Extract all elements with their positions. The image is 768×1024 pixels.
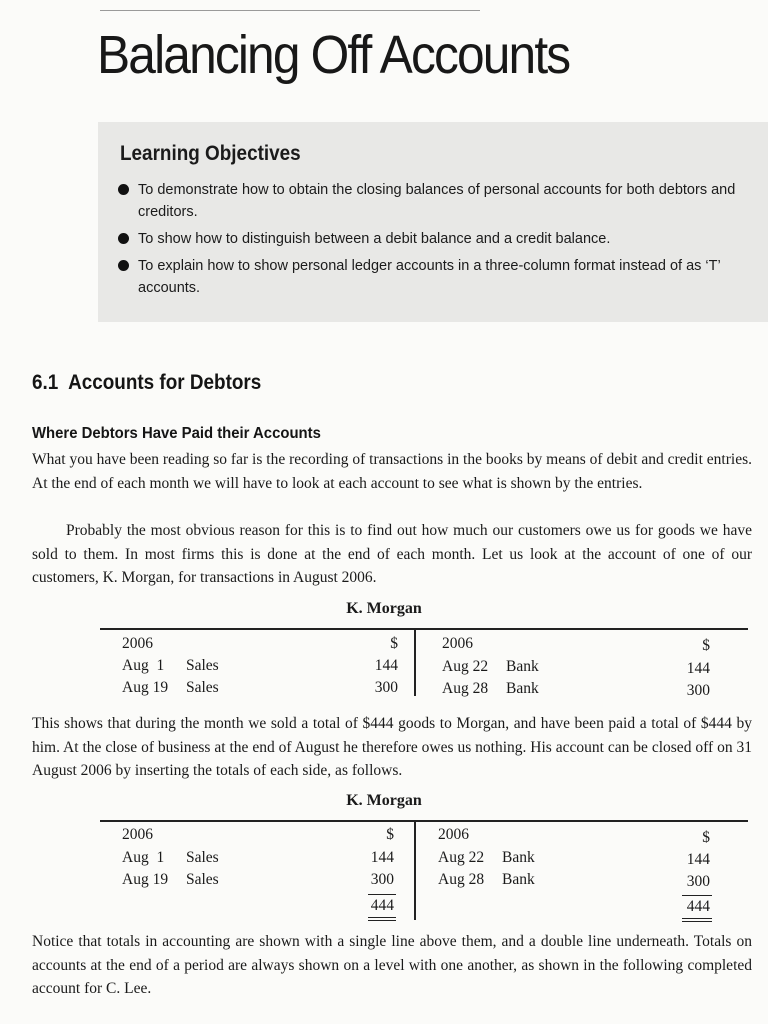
credit-detail: Bank bbox=[502, 849, 535, 866]
account-2-name: K. Morgan bbox=[346, 792, 422, 809]
objective-item: To explain how to show personal ledger accounts in a three-column format instead of as ‘T’ accounts. bbox=[118, 255, 748, 299]
credit-double-rule bbox=[682, 921, 712, 922]
subsection-title: Where Debtors Have Paid their Accounts bbox=[32, 425, 321, 442]
debit-double-rule bbox=[368, 920, 396, 921]
debit-amount: 300 bbox=[370, 871, 394, 888]
credit-detail: Bank bbox=[502, 871, 535, 888]
credit-amount: 144 bbox=[686, 851, 710, 868]
account-1-name: K. Morgan bbox=[346, 600, 422, 617]
credit-detail: Bank bbox=[506, 680, 539, 697]
credit-date: Aug 22 bbox=[438, 849, 485, 866]
bullet-icon bbox=[118, 260, 129, 271]
credit-double-rule bbox=[682, 918, 712, 919]
objective-item: To show how to distinguish between a debit balance and a credit balance. bbox=[118, 228, 748, 250]
objectives-heading: Learning Objectives bbox=[120, 142, 301, 165]
debit-date: Aug 19 bbox=[122, 679, 169, 696]
credit-total-rule bbox=[682, 895, 712, 896]
debit-detail: Sales bbox=[186, 871, 219, 888]
ledger-top-rule bbox=[100, 628, 748, 630]
ledger-divider bbox=[414, 820, 416, 920]
credit-year: 2006 bbox=[442, 635, 473, 652]
chapter-title: Balancing Off Accounts bbox=[97, 25, 570, 85]
ledger-top-rule bbox=[100, 820, 748, 822]
paragraph-4: Notice that totals in accounting are shown with a single line above them, and a double line underneath. Totals on accounts at the end of a period are always shown on a level with one another, as shown in the following completed account for C. Lee. bbox=[32, 933, 752, 997]
debit-total-rule bbox=[368, 894, 396, 895]
debit-amount: 144 bbox=[370, 849, 394, 866]
debit-currency: $ bbox=[390, 635, 398, 652]
credit-year: 2006 bbox=[438, 826, 469, 843]
debit-detail: Sales bbox=[186, 657, 219, 674]
learning-objectives-box bbox=[98, 122, 768, 322]
objective-item: To demonstrate how to obtain the closing balances of personal accounts for both debtors and creditors. bbox=[118, 179, 748, 223]
bullet-icon bbox=[118, 233, 129, 244]
credit-detail: Bank bbox=[506, 658, 539, 675]
debit-amount: 300 bbox=[374, 679, 398, 696]
account-2-ledger bbox=[100, 820, 748, 924]
credit-amount: 144 bbox=[686, 660, 710, 677]
debit-year: 2006 bbox=[122, 635, 153, 652]
debit-year: 2006 bbox=[122, 826, 153, 843]
debit-amount: 144 bbox=[374, 657, 398, 674]
paragraph-1: What you have been reading so far is the recording of transactions in the books by means of debit and credit entries. At the end of each month we will have to look at each account to see what is shown by the entries. bbox=[32, 451, 752, 492]
ledger-divider bbox=[414, 628, 416, 696]
debit-currency: $ bbox=[386, 826, 394, 843]
credit-date: Aug 28 bbox=[438, 871, 485, 888]
account-1-ledger bbox=[100, 628, 748, 702]
credit-date: Aug 28 bbox=[442, 680, 489, 697]
section-title: 6.1 Accounts for Debtors bbox=[32, 371, 262, 394]
debit-date: Aug 1 bbox=[122, 849, 165, 866]
debit-date: Aug 19 bbox=[122, 871, 169, 888]
credit-total: 444 bbox=[686, 898, 710, 915]
paragraph-2: Probably the most obvious reason for this is to find out how much our customers owe us for goods we have sold to them. In most firms this is done at the end of each month. Let us look at the account of one of our customers, K. Morgan, for transactions in August 2006. bbox=[32, 522, 752, 586]
debit-detail: Sales bbox=[186, 679, 219, 696]
debit-total: 444 bbox=[370, 897, 394, 914]
credit-amount: 300 bbox=[686, 682, 710, 699]
objectives-list bbox=[118, 179, 748, 304]
debit-double-rule bbox=[368, 917, 396, 918]
debit-detail: Sales bbox=[186, 849, 219, 866]
credit-date: Aug 22 bbox=[442, 658, 489, 675]
paragraph-3: This shows that during the month we sold a total of $444 goods to Morgan, and have been paid a total of $444 by him. At the close of business at the end of August he therefore owes us nothing. His account can be closed off on 31 August 2006 by inserting the totals of each side, as follows. bbox=[32, 715, 752, 779]
credit-currency: $ bbox=[702, 637, 710, 654]
debit-date: Aug 1 bbox=[122, 657, 165, 674]
credit-amount: 300 bbox=[686, 873, 710, 890]
header-rule bbox=[100, 10, 480, 11]
bullet-icon bbox=[118, 184, 129, 195]
credit-currency: $ bbox=[702, 829, 710, 846]
